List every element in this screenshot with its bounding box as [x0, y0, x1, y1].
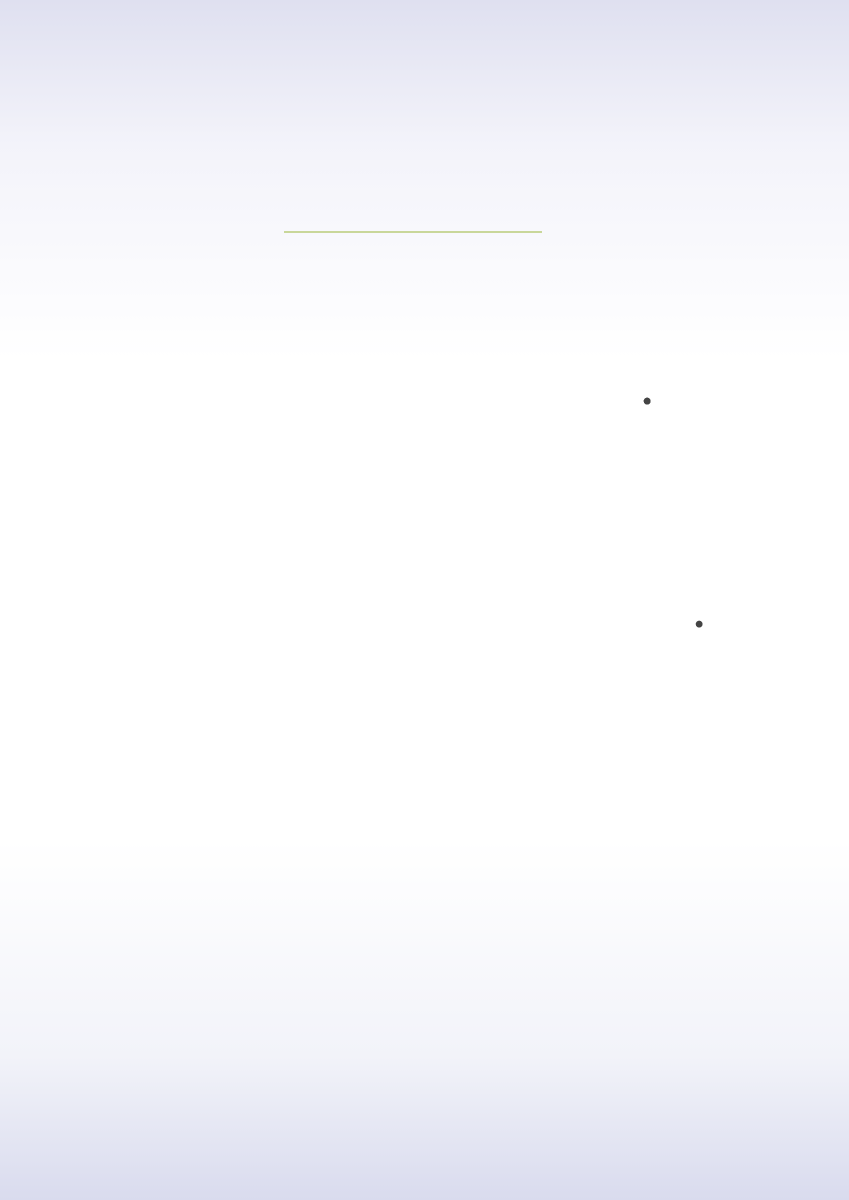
title-divider	[284, 231, 542, 233]
